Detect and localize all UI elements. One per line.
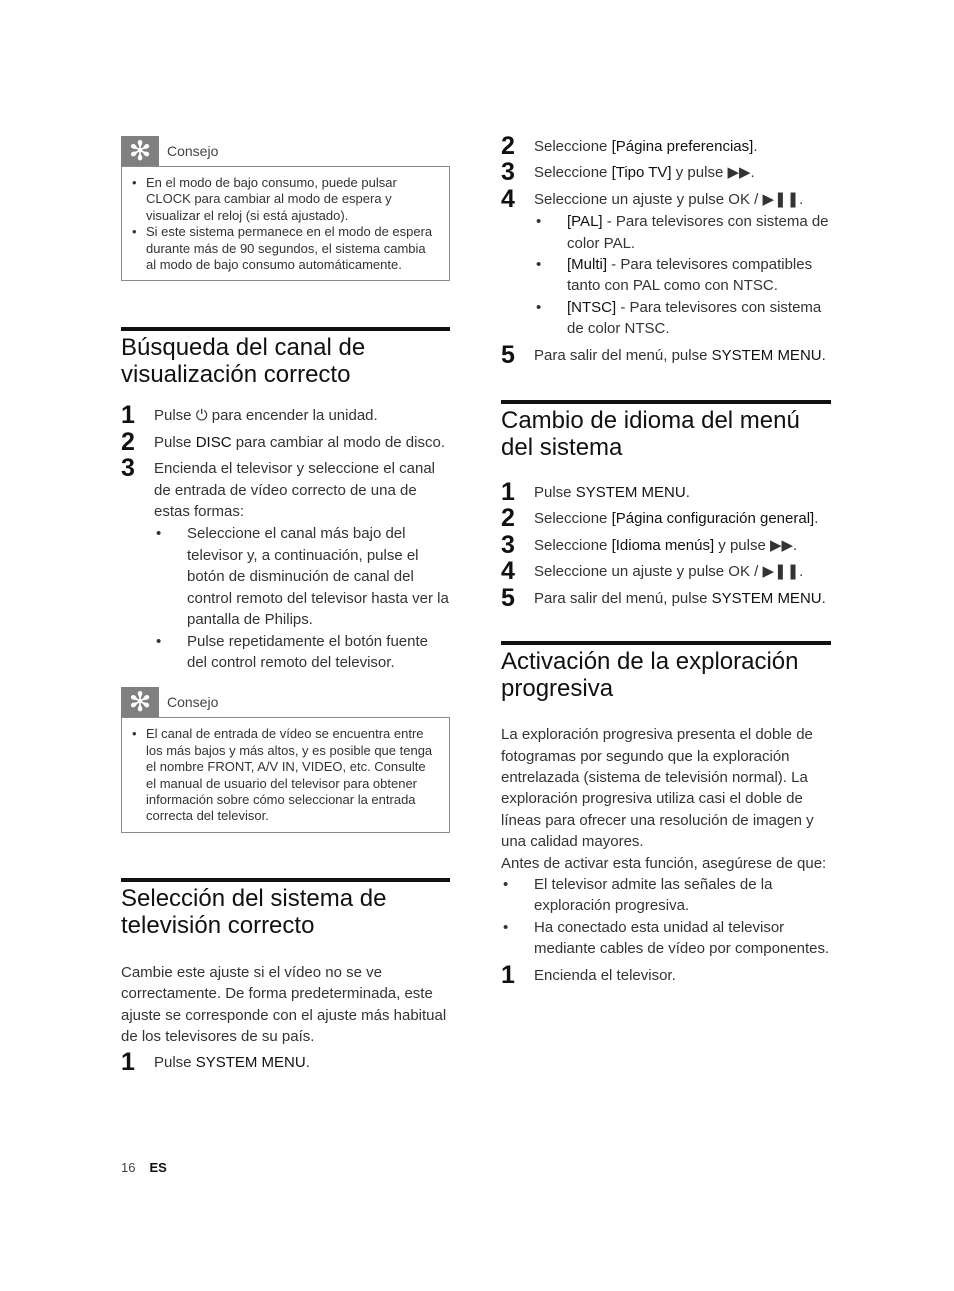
step-item — [121, 454, 450, 673]
step-number: 2 — [501, 132, 515, 160]
step-text: Pulse — [154, 1054, 196, 1072]
bullet-item: • Ha conectado esta unidad al televisor mediante cables de vídeo por componentes. — [501, 917, 831, 960]
steps-sistema-tv — [121, 1048, 450, 1077]
step-number: 1 — [501, 960, 515, 989]
step-item — [501, 960, 831, 989]
option-item — [534, 254, 831, 297]
tip-item: • Si este sistema permanece en el modo de espera durante más de 90 segundos, el sistema cambia al modo de bajo consumo automáticamente. — [130, 224, 437, 273]
bullet-list — [154, 523, 450, 673]
section-title: Búsqueda del canal de visualización correcto — [121, 334, 366, 389]
step-item — [501, 583, 831, 612]
key-label: SYSTEM MENU — [195, 1054, 306, 1072]
step-number: 3 — [501, 530, 515, 559]
step-text: . — [821, 346, 826, 364]
option-list — [534, 211, 831, 339]
step-number: 4 — [501, 184, 515, 213]
step-number: 1 — [121, 1048, 135, 1077]
step-text: Encienda el televisor y seleccione el canal de entrada de vídeo correcto de una de estas formas: — [154, 460, 435, 521]
section-sistema-tv — [121, 878, 450, 939]
key-label: SYSTEM MENU — [575, 484, 686, 502]
step-text: . — [305, 1054, 310, 1072]
step-number: 1 — [501, 478, 515, 507]
step-item — [501, 478, 831, 507]
step-text: Pulse ⏻ para encender la unidad. — [154, 407, 378, 425]
tip-label: Consejo — [167, 694, 219, 711]
option-item — [534, 297, 831, 340]
key-label: [Idioma menús] — [611, 536, 715, 554]
option-key: [NTSC] — [567, 298, 617, 316]
step-text: para cambiar al modo de disco. — [231, 433, 445, 451]
steps-progresiva — [501, 960, 831, 989]
page-number: 16 — [121, 1160, 136, 1175]
step-text: Seleccione — [534, 536, 612, 554]
step-item — [501, 557, 831, 586]
option-text: - Para televisores con sistema de color PAL. — [567, 213, 829, 252]
steps-canal — [121, 401, 450, 673]
step-number: 5 — [501, 583, 515, 612]
section-progresiva — [501, 641, 831, 702]
section-title: Activación de la exploración progresiva — [501, 648, 799, 703]
bullet-item: • Seleccione el canal más bajo del televisor y, a continuación, pulse el botón de disminución de canal del control remoto del televisor hasta ver la pantalla de Philips. — [154, 523, 450, 630]
section-intro-2: Antes de activar esta función, asegúrese de que: — [501, 854, 827, 872]
section-intro: Cambie este ajuste si el vídeo no se ve correctamente. De forma predeterminada, este ajuste se corresponde con el ajuste más habitual de los televisores de su país. — [121, 963, 447, 1045]
step-number: 4 — [501, 557, 515, 586]
steps-sistema-tv-cont — [501, 132, 831, 369]
tip-box-2 — [121, 687, 450, 832]
tip-item: • El canal de entrada de vídeo se encuentra entre los más bajos y más altos, y es posible que tenga el nombre FRONT, A/V IN, VIDEO, etc. Consulte el manual de usuario del televisor para obtener información sobre cómo seleccionar la entrada correcta del televisor. — [130, 726, 437, 824]
key-label: [Tipo TV] — [611, 164, 672, 182]
step-item — [501, 184, 831, 340]
step-number: 2 — [501, 504, 515, 533]
step-item — [121, 401, 450, 430]
language-code: ES — [149, 1160, 167, 1175]
tip-header — [121, 687, 450, 717]
section-title: Cambio de idioma del menú del sistema — [501, 407, 800, 462]
step-text: . — [685, 484, 690, 502]
step-number: 2 — [121, 427, 135, 456]
option-key: [PAL] — [567, 213, 603, 231]
step-text: Seleccione un ajuste y pulse OK / ▶❚❚. — [534, 563, 804, 581]
tip-item: • En el modo de bajo consumo, puede pulsar CLOCK para cambiar al modo de espera y visualizar el reloj (si está ajustado). — [130, 175, 437, 224]
option-text: - Para televisores con sistema de color NTSC. — [567, 298, 822, 338]
tip-header — [121, 136, 450, 166]
step-item — [121, 427, 450, 456]
key-label: SYSTEM MENU — [711, 589, 822, 607]
step-text: . — [814, 510, 819, 528]
step-text: Para salir del menú, pulse — [534, 589, 712, 607]
step-number: 3 — [121, 454, 135, 483]
step-text: y pulse ▶▶. — [671, 164, 755, 182]
step-text: Pulse — [534, 484, 576, 502]
key-label: [Página configuración general] — [611, 510, 815, 528]
step-item — [501, 132, 831, 160]
key-label: [Página preferencias] — [611, 138, 754, 155]
step-item — [501, 340, 831, 369]
section-canal — [121, 327, 450, 388]
option-text: - Para televisores compatibles tanto con PAL como con NTSC. — [567, 256, 813, 295]
tip-content — [121, 717, 450, 832]
step-text: . — [753, 138, 758, 155]
step-item — [501, 158, 831, 187]
option-item — [534, 211, 831, 254]
steps-idioma — [501, 478, 831, 612]
step-text: Seleccione — [534, 138, 612, 155]
step-item — [501, 504, 831, 533]
step-text: Para salir del menú, pulse — [534, 346, 712, 364]
step-number: 1 — [121, 401, 135, 430]
step-text: Seleccione — [534, 164, 612, 182]
asterisk-flower-icon: ✻ — [121, 136, 159, 166]
bullet-item: • El televisor admite las señales de la exploración progresiva. — [501, 874, 831, 917]
option-key: [Multi] — [567, 256, 608, 274]
left-column — [121, 130, 450, 1079]
step-text: Encienda el televisor. — [534, 966, 676, 984]
step-text: . — [821, 589, 826, 607]
section-intro: La exploración progresiva presenta el doble de fotogramas por segundo que la exploración entrelazada (sistema de televisión normal). La exploración progresiva utiliza casi el doble de líneas para ofrecer una resolución de imagen y una calidad mayores. — [501, 726, 814, 851]
tip-box-1 — [121, 136, 450, 281]
step-text: Seleccione un ajuste y pulse OK / ▶❚❚. — [534, 190, 804, 208]
section-title: Selección del sistema de televisión correcto — [121, 884, 387, 939]
step-text: Seleccione — [534, 510, 612, 528]
step-number: 5 — [501, 340, 515, 369]
right-column — [501, 130, 831, 991]
key-label: DISC — [195, 433, 232, 451]
tip-label: Consejo — [167, 143, 219, 159]
section-idioma — [501, 400, 831, 461]
page-footer — [121, 1160, 167, 1175]
tip-content — [121, 166, 450, 281]
bullet-list — [501, 874, 831, 960]
bullet-item: • Pulse repetidamente el botón fuente del control remoto del televisor. — [154, 631, 450, 674]
step-item — [501, 530, 831, 559]
step-item — [121, 1048, 450, 1077]
step-number: 3 — [501, 158, 515, 187]
asterisk-flower-icon: ✻ — [121, 687, 159, 717]
key-label: SYSTEM MENU — [711, 346, 822, 364]
step-text: y pulse ▶▶. — [714, 536, 798, 554]
step-text: Pulse — [154, 433, 196, 451]
